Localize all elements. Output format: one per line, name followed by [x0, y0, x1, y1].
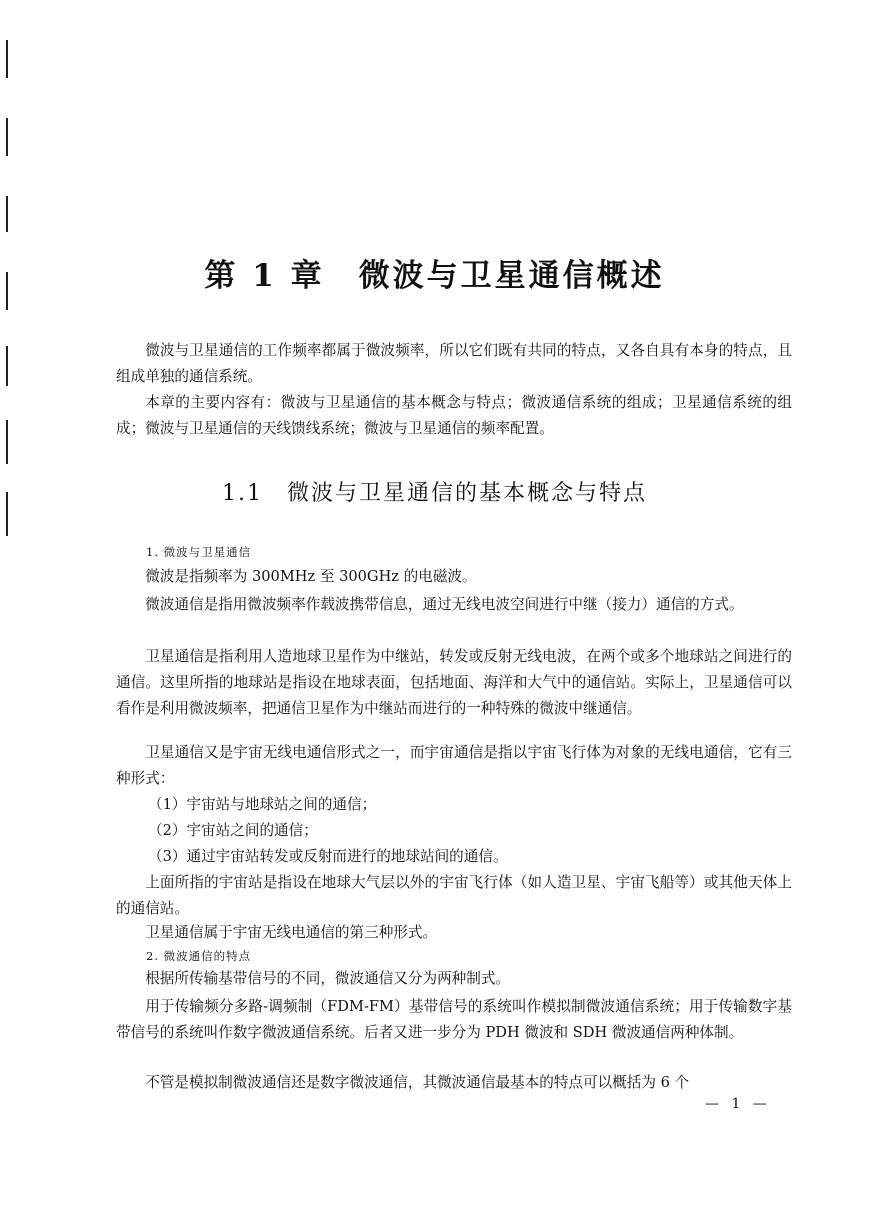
paragraph-space-communication: 卫星通信又是宇宙无线电通信形式之一，而宇宙通信是指以宇宙飞行体为对象的无线电通信，它有三种形式：	[116, 744, 792, 787]
scan-edge-mark	[6, 118, 8, 156]
paragraph-microwave-definition: 微波是指频率为 300MHz 至 300GHz 的电磁波。	[145, 568, 477, 585]
paragraph-fdm-fm: 用于传输频分多路-调频制（FDM-FM）基带信号的系统叫作模拟制微波通信系统；用于传输数字基带信号的系统叫作数字微波通信系统。后者又进一步分为 PDH 微波和 SDH 微波通信两种体制。	[116, 998, 792, 1041]
paragraph-basic-features: 不管是模拟制微波通信还是数字微波通信，其微波通信最基本的特点可以概括为 6 个	[145, 1074, 690, 1091]
paragraph-microwave-communication: 微波通信是指用微波频率作载波携带信息，通过无线电波空间进行中继（接力）通信的方式。	[145, 596, 744, 613]
intro-paragraph-1: 微波与卫星通信的工作频率都属于微波频率，所以它们既有共同的特点，又各自具有本身的特点，且组成单独的通信系统。	[116, 342, 792, 385]
chapter-title: 第 1 章 微波与卫星通信概述	[204, 258, 665, 294]
scan-edge-mark	[6, 420, 8, 464]
section-title: 1.1 微波与卫星通信的基本概念与特点	[222, 481, 647, 506]
scan-edge-mark	[6, 346, 8, 386]
list-item: （1）宇宙站与地球站之间的通信；	[148, 796, 377, 813]
paragraph-space-station: 上面所指的宇宙站是指设在地球大气层以外的宇宙飞行体（如人造卫星、宇宙飞船等）或其他天体上的通信站。	[116, 874, 792, 917]
paragraph-satellite-communication: 卫星通信是指利用人造地球卫星作为中继站，转发或反射无线电波，在两个或多个地球站之间进行的通信。这里所指的地球站是指设在地球表面，包括地面、海洋和大气中的通信站。实际上，卫星通信可以看作是利用微波频率，把通信卫星作为中继站而进行的一种特殊的微波中继通信。	[116, 648, 792, 717]
list-item: （2）宇宙站之间的通信；	[148, 822, 318, 839]
scan-edge-mark	[6, 40, 8, 78]
subheading-1: 1. 微波与卫星通信	[146, 545, 252, 559]
list-item: （3）通过宇宙站转发或反射而进行的地球站间的通信。	[148, 848, 508, 865]
scan-edge-mark	[6, 196, 8, 232]
subheading-2: 2. 微波通信的特点	[146, 949, 252, 963]
page-number: — 1 —	[705, 1096, 771, 1112]
paragraph-two-systems: 根据所传输基带信号的不同，微波通信又分为两种制式。	[145, 970, 511, 987]
paragraph-third-form: 卫星通信属于宇宙无线电通信的第三种形式。	[145, 924, 438, 941]
intro-paragraph-2: 本章的主要内容有：微波与卫星通信的基本概念与特点；微波通信系统的组成；卫星通信系统的组成；微波与卫星通信的天线馈线系统；微波与卫星通信的频率配置。	[116, 394, 792, 437]
